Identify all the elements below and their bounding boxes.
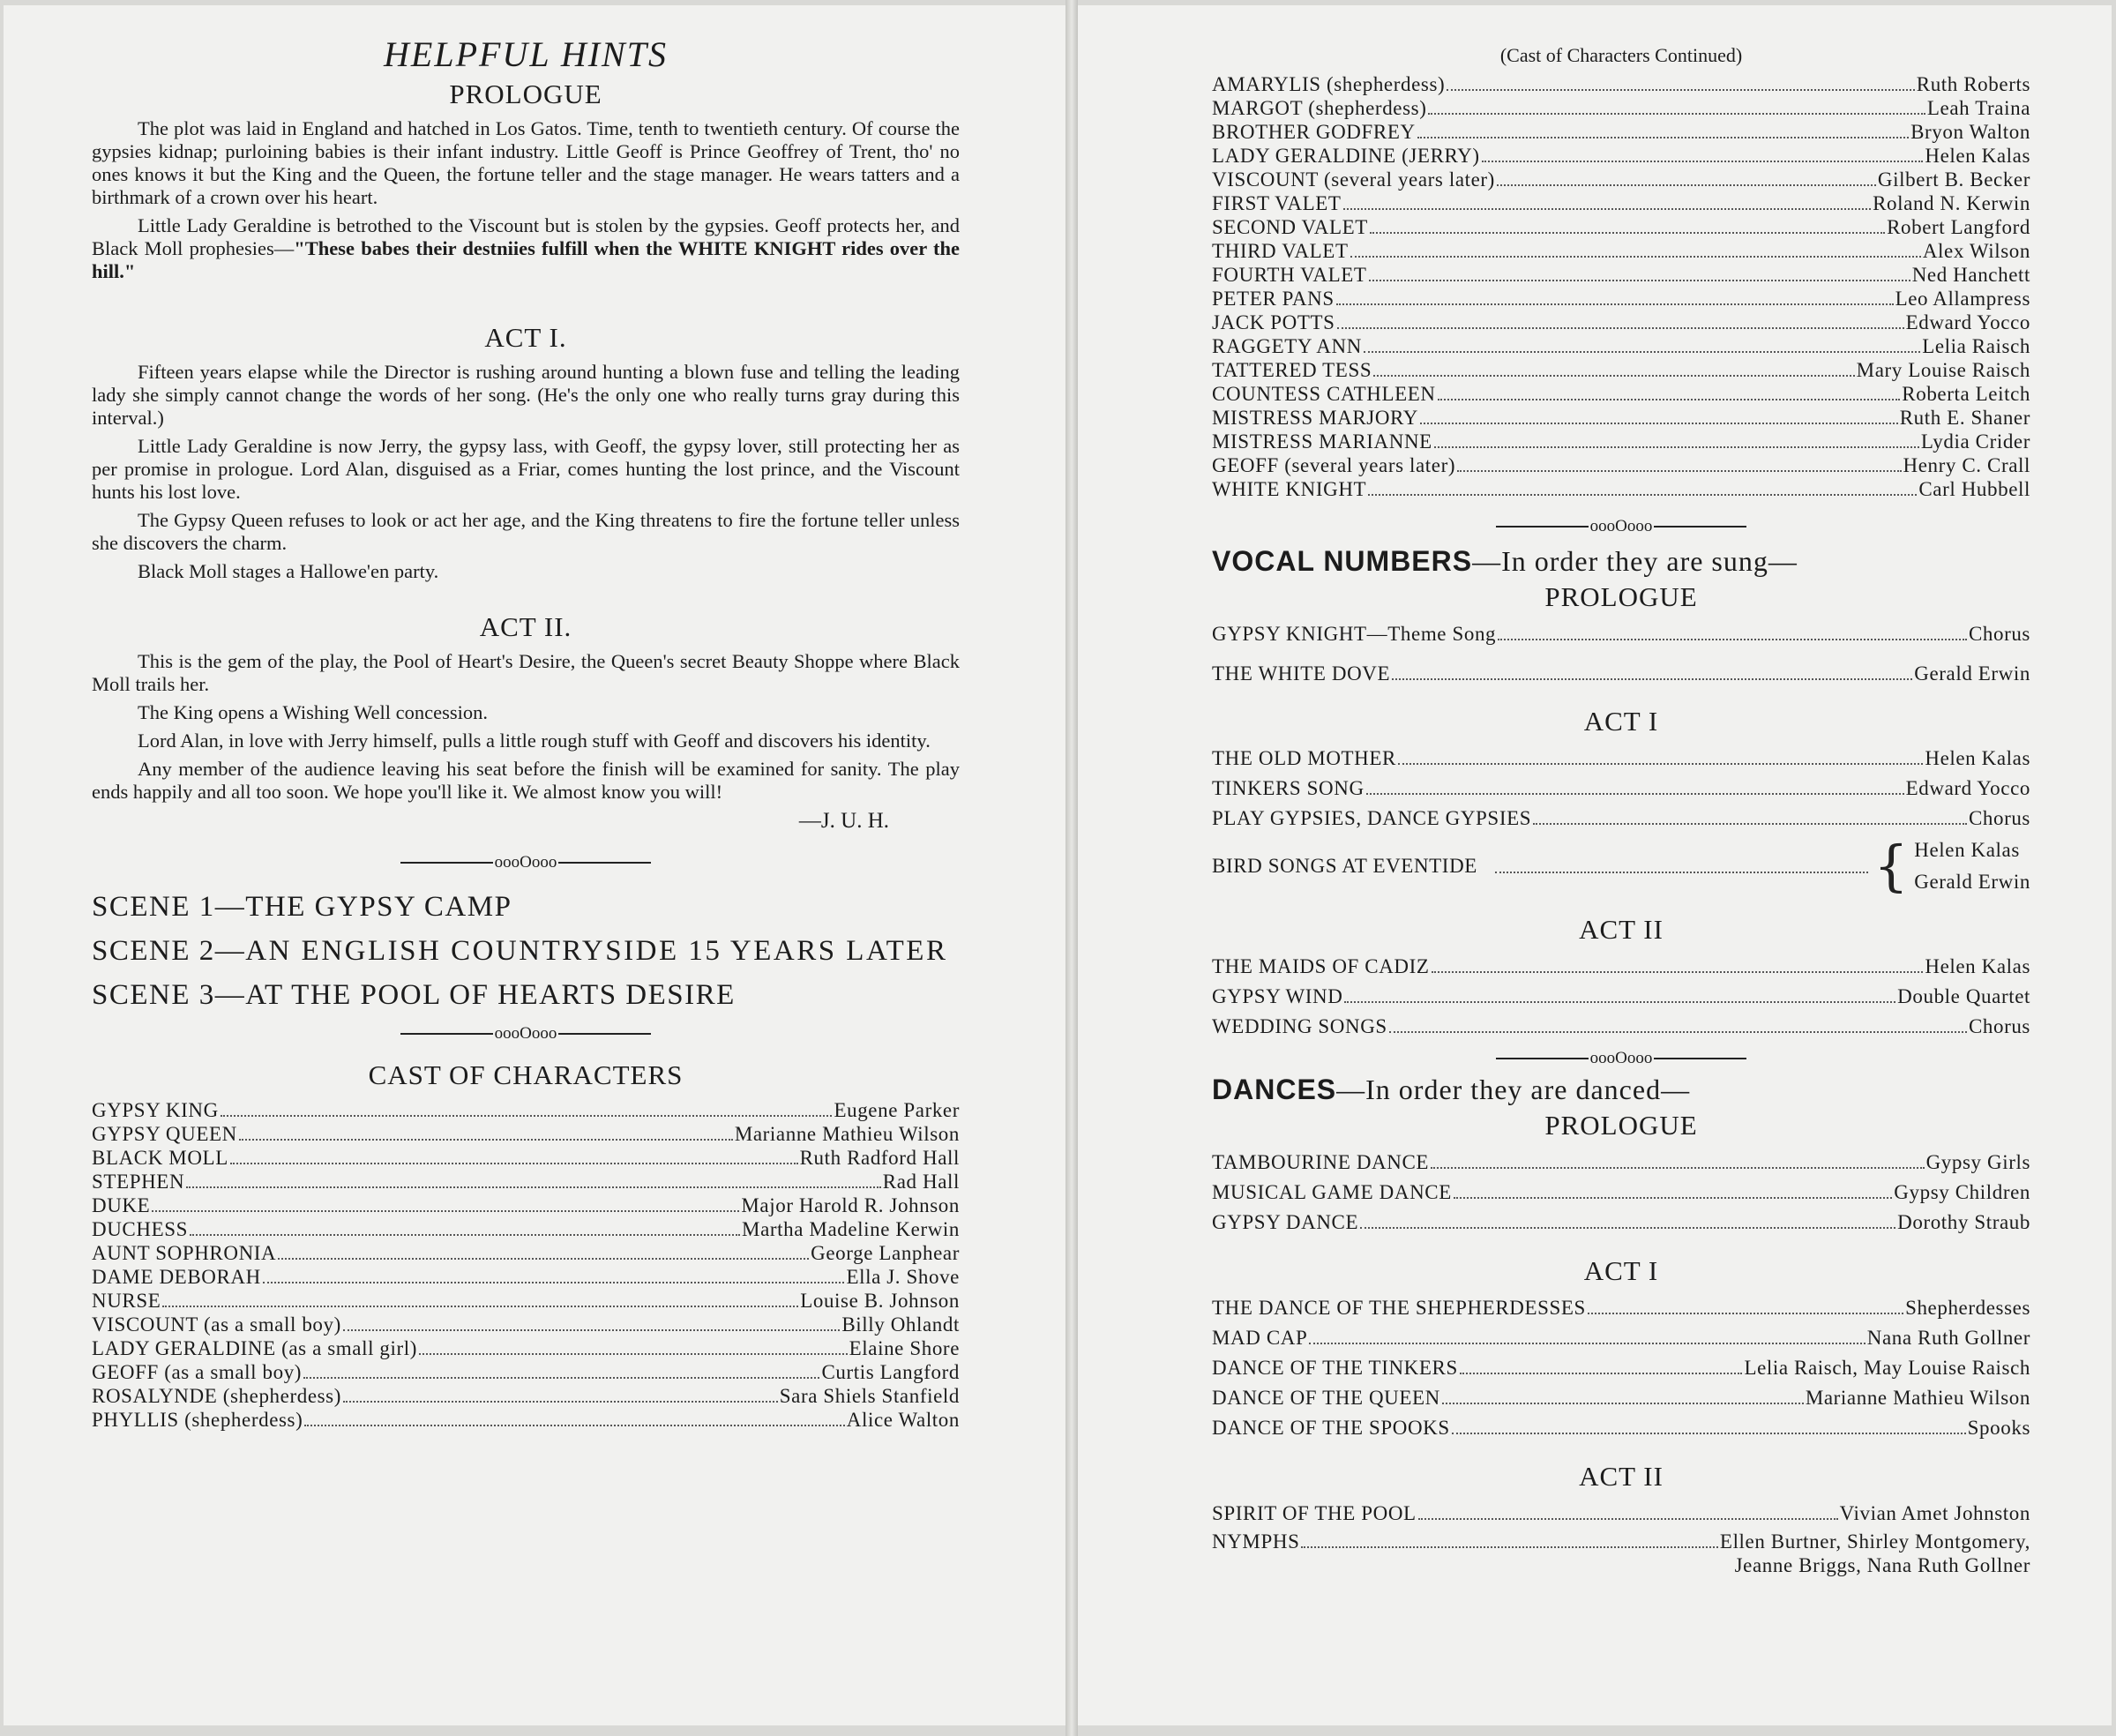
cast-row: STEPHEN Rad Hall (92, 1171, 960, 1193)
cast-row: DUCHESS Martha Madeline Kerwin (92, 1218, 960, 1240)
divider: oooOooo (1212, 517, 2030, 536)
cast-list (92, 1098, 960, 1432)
act1-paragraph-1: Fifteen years elapse while the Director is rushing around hunting a blown fuse and telling the leading lady she simply cannot change the words of her song. (He's the only one who really turns gray during this interval.) (92, 361, 960, 429)
vocal-act2-heading: ACT II (1579, 914, 1664, 945)
cast-continued-heading: (Cast of Characters Continued) (1499, 44, 1743, 66)
cast-row: BLACK MOLL Ruth Radford Hall (92, 1147, 960, 1169)
cast-row: NURSE Louise B. Johnson (92, 1290, 960, 1312)
act1-heading: ACT I. (484, 322, 567, 353)
cast-row: MARGOT (shepherdess) Leah Traina (1212, 97, 2030, 119)
scene-1: SCENE 1— THE GYPSY CAMP (92, 891, 512, 923)
cast-heading: CAST OF CHARACTERS (368, 1059, 684, 1090)
cast-row: MISTRESS MARIANNE Lydia Crider (1212, 430, 2030, 453)
dance-row: GYPSY DANCE Dorothy Straub (1212, 1211, 2030, 1233)
cast-row: MISTRESS MARJORY Ruth E. Shaner (1212, 407, 2030, 429)
dance-act2-heading: ACT II (1579, 1461, 1664, 1492)
cast-row: GEOFF (as a small boy) Curtis Langford (92, 1361, 960, 1383)
vocal-row: WEDDING SONGS Chorus (1212, 1015, 2030, 1037)
vocal-row: GYPSY WIND Double Quartet (1212, 985, 2030, 1007)
dance-row: DANCE OF THE SPOOKS Spooks (1212, 1417, 2030, 1439)
scene-2: SCENE 2— AN ENGLISH COUNTRYSIDE 15 YEARS LATER (92, 935, 948, 967)
dance-prologue-heading: PROLOGUE (1544, 1110, 1698, 1141)
dance-act1-heading: ACT I (1583, 1255, 1659, 1286)
act2-paragraph-3: Lord Alan, in love with Jerry himself, pulls a little rough stuff with Geoff and discovers his identity. (138, 730, 931, 752)
dances-title: DANCES—In order they are danced— (1212, 1074, 1691, 1105)
cast-row: GYPSY KING Eugene Parker (92, 1099, 960, 1121)
act2-paragraph-1: This is the gem of the play, the Pool of Heart's Desire, the Queen's secret Beauty Shoppe where Black Moll trails her. (92, 650, 960, 695)
scene-3: SCENE 3— AT THE POOL OF HEARTS DESIRE (92, 979, 736, 1011)
cast-row: AUNT SOPHRONIA George Lanphear (92, 1242, 960, 1264)
prologue-paragraph-2-text: Little Lady Geraldine is betrothed to the Viscount but is stolen by the gypsies. Geoff protects her, and Black Moll prophesies— (92, 214, 960, 259)
cast-row: FIRST VALET Roland N. Kerwin (1212, 192, 2030, 214)
vocal-row: THE OLD MOTHER Helen Kalas (1212, 747, 2030, 769)
vocal-row: PLAY GYPSIES, DANCE GYPSIES Chorus (1212, 807, 2030, 829)
dance-row-nymphs-continued: Jeanne Briggs, Nana Ruth Gollner (1734, 1554, 2030, 1576)
vocal-act1-heading: ACT I (1583, 706, 1659, 737)
vocal-row: THE WHITE DOVE Gerald Erwin (1212, 662, 2030, 685)
cast-row: VISCOUNT (several years later) Gilbert B. Becker (1212, 168, 2030, 191)
cast-row: LADY GERALDINE (as a small girl) Elaine Shore (92, 1337, 960, 1359)
prologue-paragraph-1: The plot was laid in England and hatched in Los Gatos. Time, tenth to twentieth century. Of course the gypsies kidnap; purloining babies is their infant industry. Little Geoff is Prince Geoffrey of Trent, tho' no ones knows it but the King and the Queen, the fortune teller and the stage manager. He wears tatters and a birthmark of a crown over his heart. (92, 117, 960, 208)
act1-paragraph-4: Black Moll stages a Hallowe'en party. (138, 560, 439, 582)
cast-row: DUKE Major Harold R. Johnson (92, 1194, 960, 1216)
cast-row: RAGGETY ANN Lelia Raisch (1212, 335, 2030, 357)
dance-row: DANCE OF THE QUEEN Marianne Mathieu Wilson (1212, 1387, 2030, 1409)
page-title: HELPFUL HINTS (384, 34, 668, 74)
cast-row: THIRD VALET Alex Wilson (1212, 240, 2030, 262)
act2-heading: ACT II. (479, 611, 572, 642)
dance-row: TAMBOURINE DANCE Gypsy Girls (1212, 1151, 2030, 1173)
vocal-row: TINKERS SONG Edward Yocco (1212, 777, 2030, 799)
cast-row: VISCOUNT (as a small boy) Billy Ohlandt (92, 1313, 960, 1336)
prophecy-quote: "These babes their destniies fulfill when the WHITE KNIGHT rides over the hill." (92, 237, 960, 282)
divider: oooOooo (92, 853, 960, 872)
left-page (4, 5, 1065, 1725)
center-fold (1065, 0, 1078, 1736)
dance-row: DANCE OF THE TINKERS Lelia Raisch, May Louise Raisch (1212, 1357, 2030, 1379)
cast-row: TATTERED TESS Mary Louise Raisch (1212, 359, 2030, 381)
act1-paragraph-3: The Gypsy Queen refuses to look or act her age, and the King threatens to fire the fortune teller unless she discovers the charm. (92, 509, 960, 554)
vocal-numbers-title: VOCAL NUMBERS—In order they are sung— (1212, 545, 1798, 577)
cast-row: SECOND VALET Robert Langford (1212, 216, 2030, 238)
vocal-row-duet: BIRD SONGS AT EVENTIDE { Helen Kalas Gerald Erwin (1212, 834, 2030, 898)
cast-row: LADY GERALDINE (JERRY) Helen Kalas (1212, 145, 2030, 167)
cast-row: PHYLLIS (shepherdess) Alice Walton (92, 1409, 960, 1431)
divider: oooOooo (92, 1024, 960, 1044)
dance-row: SPIRIT OF THE POOL Vivian Amet Johnston (1212, 1502, 2030, 1524)
dance-row: THE DANCE OF THE SHEPHERDESSES Shepherdesses (1212, 1297, 2030, 1319)
prologue-paragraph-2 (92, 214, 960, 283)
act1-paragraph-2: Little Lady Geraldine is now Jerry, the gypsy lass, with Geoff, the gypsy lover, still protecting her as per promise in prologue. Lord Alan, disguised as a Friar, comes hunting the lost prince, and the Viscount hunts his lost love. (92, 435, 960, 503)
cast-row: GEOFF (several years later) Henry C. Crall (1212, 454, 2030, 476)
cast-row: DAME DEBORAH Ella J. Shove (92, 1266, 960, 1288)
cast-row: JACK POTTS Edward Yocco (1212, 311, 2030, 333)
cast-row: GYPSY QUEEN Marianne Mathieu Wilson (92, 1123, 960, 1145)
cast-list-continued (1212, 72, 2030, 501)
vocal-row: THE MAIDS OF CADIZ Helen Kalas (1212, 955, 2030, 977)
cast-row: AMARYLIS (shepherdess) Ruth Roberts (1212, 73, 2030, 95)
cast-row: COUNTESS CATHLEEN Roberta Leitch (1212, 383, 2030, 405)
act2-paragraph-2: The King opens a Wishing Well concession. (138, 701, 489, 723)
cast-row: PETER PANS Leo Allampress (1212, 288, 2030, 310)
act2-paragraph-4: Any member of the audience leaving his seat before the finish will be examined for sanity. The play ends happily and all too soon. We hope you'll like it. We almost know you will! (92, 758, 960, 803)
vocal-prologue-heading: PROLOGUE (1544, 581, 1698, 612)
cast-row: FOURTH VALET Ned Hanchett (1212, 264, 2030, 286)
right-page (1078, 5, 2112, 1725)
dance-row-nymphs: NYMPHS Ellen Burtner, Shirley Montgomery, (1212, 1530, 2030, 1553)
cast-row: ROSALYNDE (shepherdess) Sara Shiels Stanfield (92, 1385, 960, 1407)
prologue-heading: PROLOGUE (449, 79, 602, 109)
cast-row: WHITE KNIGHT Carl Hubbell (1212, 478, 2030, 500)
cast-row: BROTHER GODFREY Bryon Walton (1212, 121, 2030, 143)
dance-row: MUSICAL GAME DANCE Gypsy Children (1212, 1181, 2030, 1203)
divider: oooOooo (1212, 1049, 2030, 1068)
signature: —J. U. H. (798, 809, 889, 833)
dance-row: MAD CAP Nana Ruth Gollner (1212, 1327, 2030, 1349)
vocal-row: GYPSY KNIGHT—Theme Song Chorus (1212, 623, 2030, 645)
